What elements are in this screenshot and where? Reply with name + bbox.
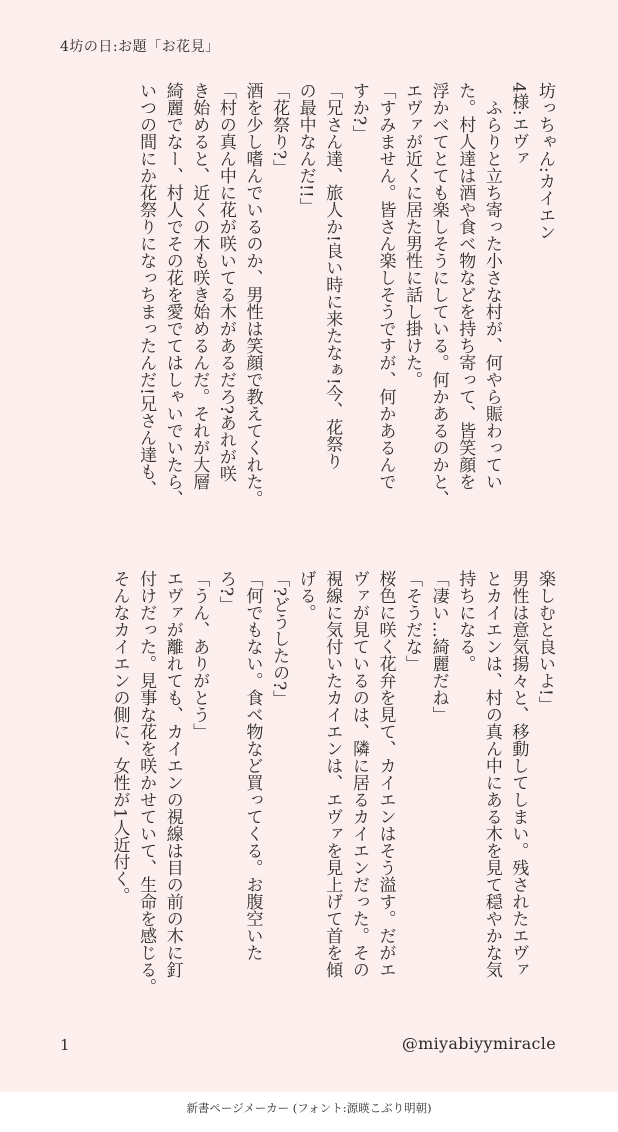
page-title: 4坊の日:お題「お花見」 (60, 39, 220, 55)
text-line: 「そうだな」 (402, 570, 423, 672)
text-line: エヴァが離れても、カイエンの視線は目の前の木に釘 (162, 570, 183, 978)
text-line: き始めると、近くの木も咲き始めるんだ。それが大層 (189, 82, 210, 490)
text-line: 「?どうしたの?」 (269, 570, 290, 708)
text-line: そんなカイエンの側に、女性が1人近付く。 (109, 570, 130, 904)
text-line: 「兄さん達、旅人か!良い時に来たなぁ!今、花祭り (322, 82, 343, 470)
text-line: 酒を少し嗜んでいるのか、男性は笑顔で教えてくれた。 (242, 82, 263, 507)
text-line: いつの間にか花祭りになっちまったんだ!兄さん達も、 (136, 82, 157, 497)
text-line: エヴァが近くに居た男性に話し掛けた。 (402, 82, 423, 388)
text-line: げる。 (295, 570, 316, 621)
text-line: 「花祭り?」 (269, 82, 290, 177)
text-line: 「凄い…綺麗だね」 (428, 570, 449, 723)
text-line: 男性は意気揚々と、移動してしまい。残されたエヴァ (508, 570, 529, 978)
author-handle: @miyabiyymiracle (401, 1034, 556, 1053)
text-line: すか?」 (348, 82, 369, 143)
text-line: 「すみません。皆さん楽しそうですが、何かあるんで (375, 82, 396, 490)
text-line: 「村の真ん中に花が咲いてる木があるだろ?あれが咲 (215, 82, 236, 483)
text-line: 持ちになる。 (455, 570, 476, 672)
text-line: た。村人達は酒や食べ物などを持ち寄って、皆笑顔を (455, 82, 476, 490)
text-line: 坊っちゃん:カイエン (535, 82, 555, 241)
text-block-upper (60, 82, 558, 532)
text-block-lower (60, 570, 558, 1020)
text-line: 視線に気付いたカイエンは、エヴァを見上げて首を傾 (322, 570, 343, 978)
text-line: 付けだった。見事な花を咲かせていて、生命を感じる。 (136, 570, 157, 995)
page-number: 1 (60, 1036, 70, 1054)
text-line: 「うん、ありがとう」 (189, 570, 210, 740)
text-line: 「何でもない。食べ物など買ってくる。お腹空いた (242, 570, 263, 961)
text-line: 4様:エヴァ (508, 82, 529, 167)
text-line: 桜色に咲く花弁を見て、カイエンはそう溢す。だがエ (375, 570, 396, 978)
text-line: ふらりと立ち寄った小さな村が、何やら賑わってい (481, 82, 502, 490)
text-line: 綺麗でなー、村人でその花を愛でてはしゃいでいたら、 (162, 82, 183, 507)
text-line: の最中なんだ!!」 (295, 82, 316, 215)
text-line: 楽しむと良いよ!」 (535, 570, 555, 713)
text-line: ヴァが見ているのは、隣に居るカイエンだった。その (348, 570, 369, 978)
text-line: 浮かべてとても楽しそうにしている。何かあるのかと、 (428, 82, 449, 507)
text-line: とカイエンは、村の真ん中にある木を見て穏やかな気 (481, 570, 502, 978)
text-line: ろ?」 (215, 570, 236, 614)
generator-credit: 新書ページメーカー (フォント:源暎こぶり明朝) (186, 1101, 432, 1115)
